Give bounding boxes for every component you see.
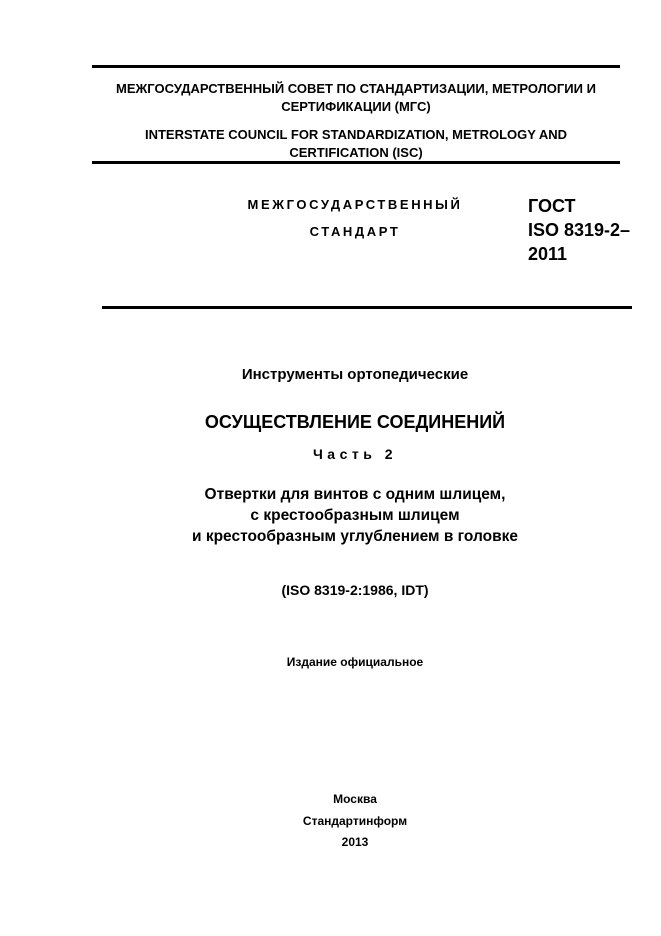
council-name-en: [92, 126, 620, 162]
imprint-year: 2013: [341, 835, 369, 849]
standard-type-line-2: СТАНДАРТ: [309, 224, 401, 239]
standard-designation: [528, 194, 630, 266]
designation-line-3: 2011: [528, 244, 568, 264]
council-name-ru: [92, 80, 620, 116]
subtitle-line-3: и крестообразным углублением в головке: [191, 528, 518, 545]
subtitle-line-1: Отвертки для винтов с одним шлицем,: [204, 486, 506, 503]
document-subject: Инструменты ортопедические: [241, 366, 469, 383]
header-bottom-rule: [102, 306, 632, 309]
imprint-city: Москва: [333, 792, 377, 806]
designation-line-1: ГОСТ: [528, 196, 576, 216]
middle-rule: [92, 161, 620, 164]
council-ru-line-1: МЕЖГОСУДАРСТВЕННЫЙ СОВЕТ ПО СТАНДАРТИЗАЦИИ, МЕТРОЛОГИИ И: [116, 81, 596, 96]
council-ru-line-2: СЕРТИФИКАЦИИ (МГС): [281, 99, 431, 114]
imprint-publisher: Стандартинформ: [302, 814, 408, 828]
document-part: Часть 2: [312, 446, 398, 462]
top-rule: [92, 65, 620, 68]
document-title: ОСУЩЕСТВЛЕНИЕ СОЕДИНЕНИЙ: [204, 412, 506, 432]
document-subtitle: [50, 484, 660, 547]
standard-type-line-1: МЕЖГОСУДАРСТВЕННЫЙ: [247, 197, 463, 212]
edition-note: Издание официальное: [286, 655, 424, 669]
designation-line-2: ISO 8319-2–: [528, 220, 631, 240]
iso-reference: (ISO 8319-2:1986, IDT): [281, 582, 429, 598]
council-en-line-1: INTERSTATE COUNCIL FOR STANDARDIZATION, METROLOGY AND: [144, 127, 567, 142]
council-en-line-2: CERTIFICATION (ISC): [289, 145, 423, 160]
subtitle-line-2: с крестообразным шлицем: [250, 507, 460, 524]
